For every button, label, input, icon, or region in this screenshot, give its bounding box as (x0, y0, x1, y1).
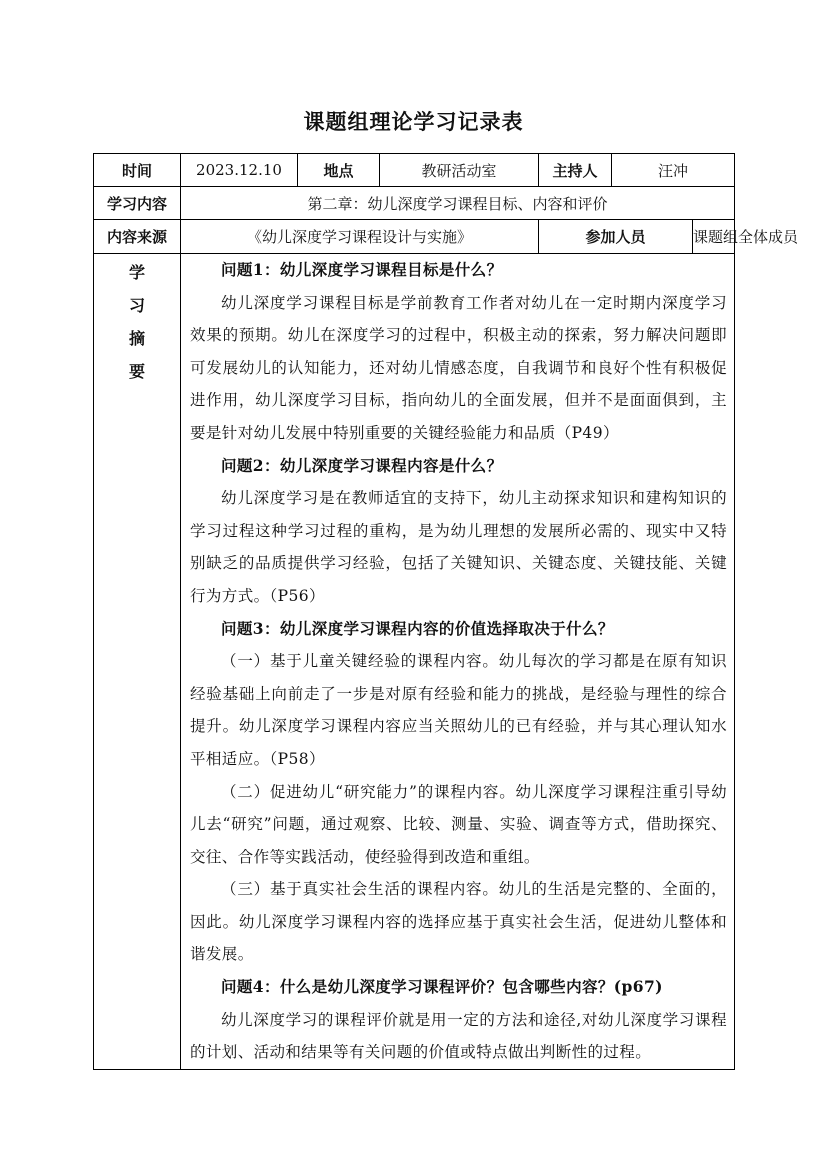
page-title: 课题组理论学习记录表 (303, 109, 524, 134)
answer-3-part-1: （一）基于儿童关键经验的课程内容。幼儿每次的学习都是在原有知识经验基础上向前走了一步是对原有经验和能力的挑战，是经验与理性的综合提升。幼儿深度学习课程内容应当关照幼儿的已有经验，并与其心理认知水平相适应。（P58） (190, 652, 728, 768)
host-label: 主持人 (539, 154, 612, 187)
time-label: 时间 (94, 154, 181, 187)
answer-3-part-3: （三）基于真实社会生活的课程内容。幼儿的生活是完整的、全面的，因此。幼儿深度学习课程内容的选择应基于真实社会生活，促进幼儿整体和谐发展。 (190, 880, 728, 964)
question-4: 问题4：什么是幼儿深度学习课程评价？包含哪些内容？(p67) (221, 977, 663, 997)
table-row (94, 187, 735, 220)
answer-1: 幼儿深度学习课程目标是学前教育工作者对幼儿在一定时期内深度学习效果的预期。幼儿在深度学习的过程中，积极主动的探索，努力解决问题即可发展幼儿的认知能力，还对幼儿情感态度，自我调节和良好个性有积极促进作用，幼儿深度学习目标，指向幼儿的全面发展，但并不是面面俱到，主要是针对幼儿发展中特别重要的关键经验能力和品质（P49） (190, 293, 728, 442)
summary-label-char: 摘 (128, 329, 145, 348)
participants-value: 课题组全体成员 (693, 220, 735, 254)
summary-label-char: 习 (128, 296, 145, 315)
participants-label: 参加人员 (539, 220, 693, 254)
time-value: 2023.12.10 (181, 154, 298, 187)
question-3: 问题3：幼儿深度学习课程内容的价值选择取决于什么？ (221, 618, 614, 638)
table-row (94, 154, 735, 187)
answer-2: 幼儿深度学习是在教师适宜的支持下，幼儿主动探求知识和建构知识的学习过程这种学习过程的重构，是为幼儿理想的发展所必需的、现实中又特别缺乏的品质提供学习经验，包括了关键知识、关键态度、关键技能、关键行为方式。（P56） (190, 489, 728, 605)
content-label: 学习内容 (94, 187, 181, 220)
question-2: 问题2：幼儿深度学习课程内容是什么？ (221, 455, 503, 475)
host-value: 汪冲 (612, 154, 735, 187)
place-value: 教研活动室 (380, 154, 539, 187)
summary-label (94, 254, 181, 1070)
table-row (94, 220, 735, 254)
content-value: 第二章：幼儿深度学习课程目标、内容和评价 (181, 187, 735, 220)
answer-3-part-2: （二）促进幼儿“研究能力”的课程内容。幼儿深度学习课程注重引导幼儿去“研究”问题，通过观察、比较、测量、实验、调查等方式，借助探究、交往、合作等实践活动，使经验得到改造和重组。 (190, 782, 728, 866)
summary-label-char: 学 (128, 263, 145, 282)
source-value: 《幼儿深度学习课程设计与实施》 (181, 220, 539, 254)
table-row (94, 254, 735, 1070)
summary-label-char: 要 (128, 362, 145, 381)
record-table (93, 153, 799, 1070)
answer-4: 幼儿深度学习的课程评价就是用一定的方法和途径,对幼儿深度学习课程的计划、活动和结果等有关问题的价值或特点做出判断性的过程。 (190, 1010, 728, 1062)
source-label: 内容来源 (94, 220, 181, 254)
question-1: 问题1：幼儿深度学习课程目标是什么？ (221, 260, 503, 279)
summary-content (181, 254, 735, 1070)
place-label: 地点 (298, 154, 380, 187)
